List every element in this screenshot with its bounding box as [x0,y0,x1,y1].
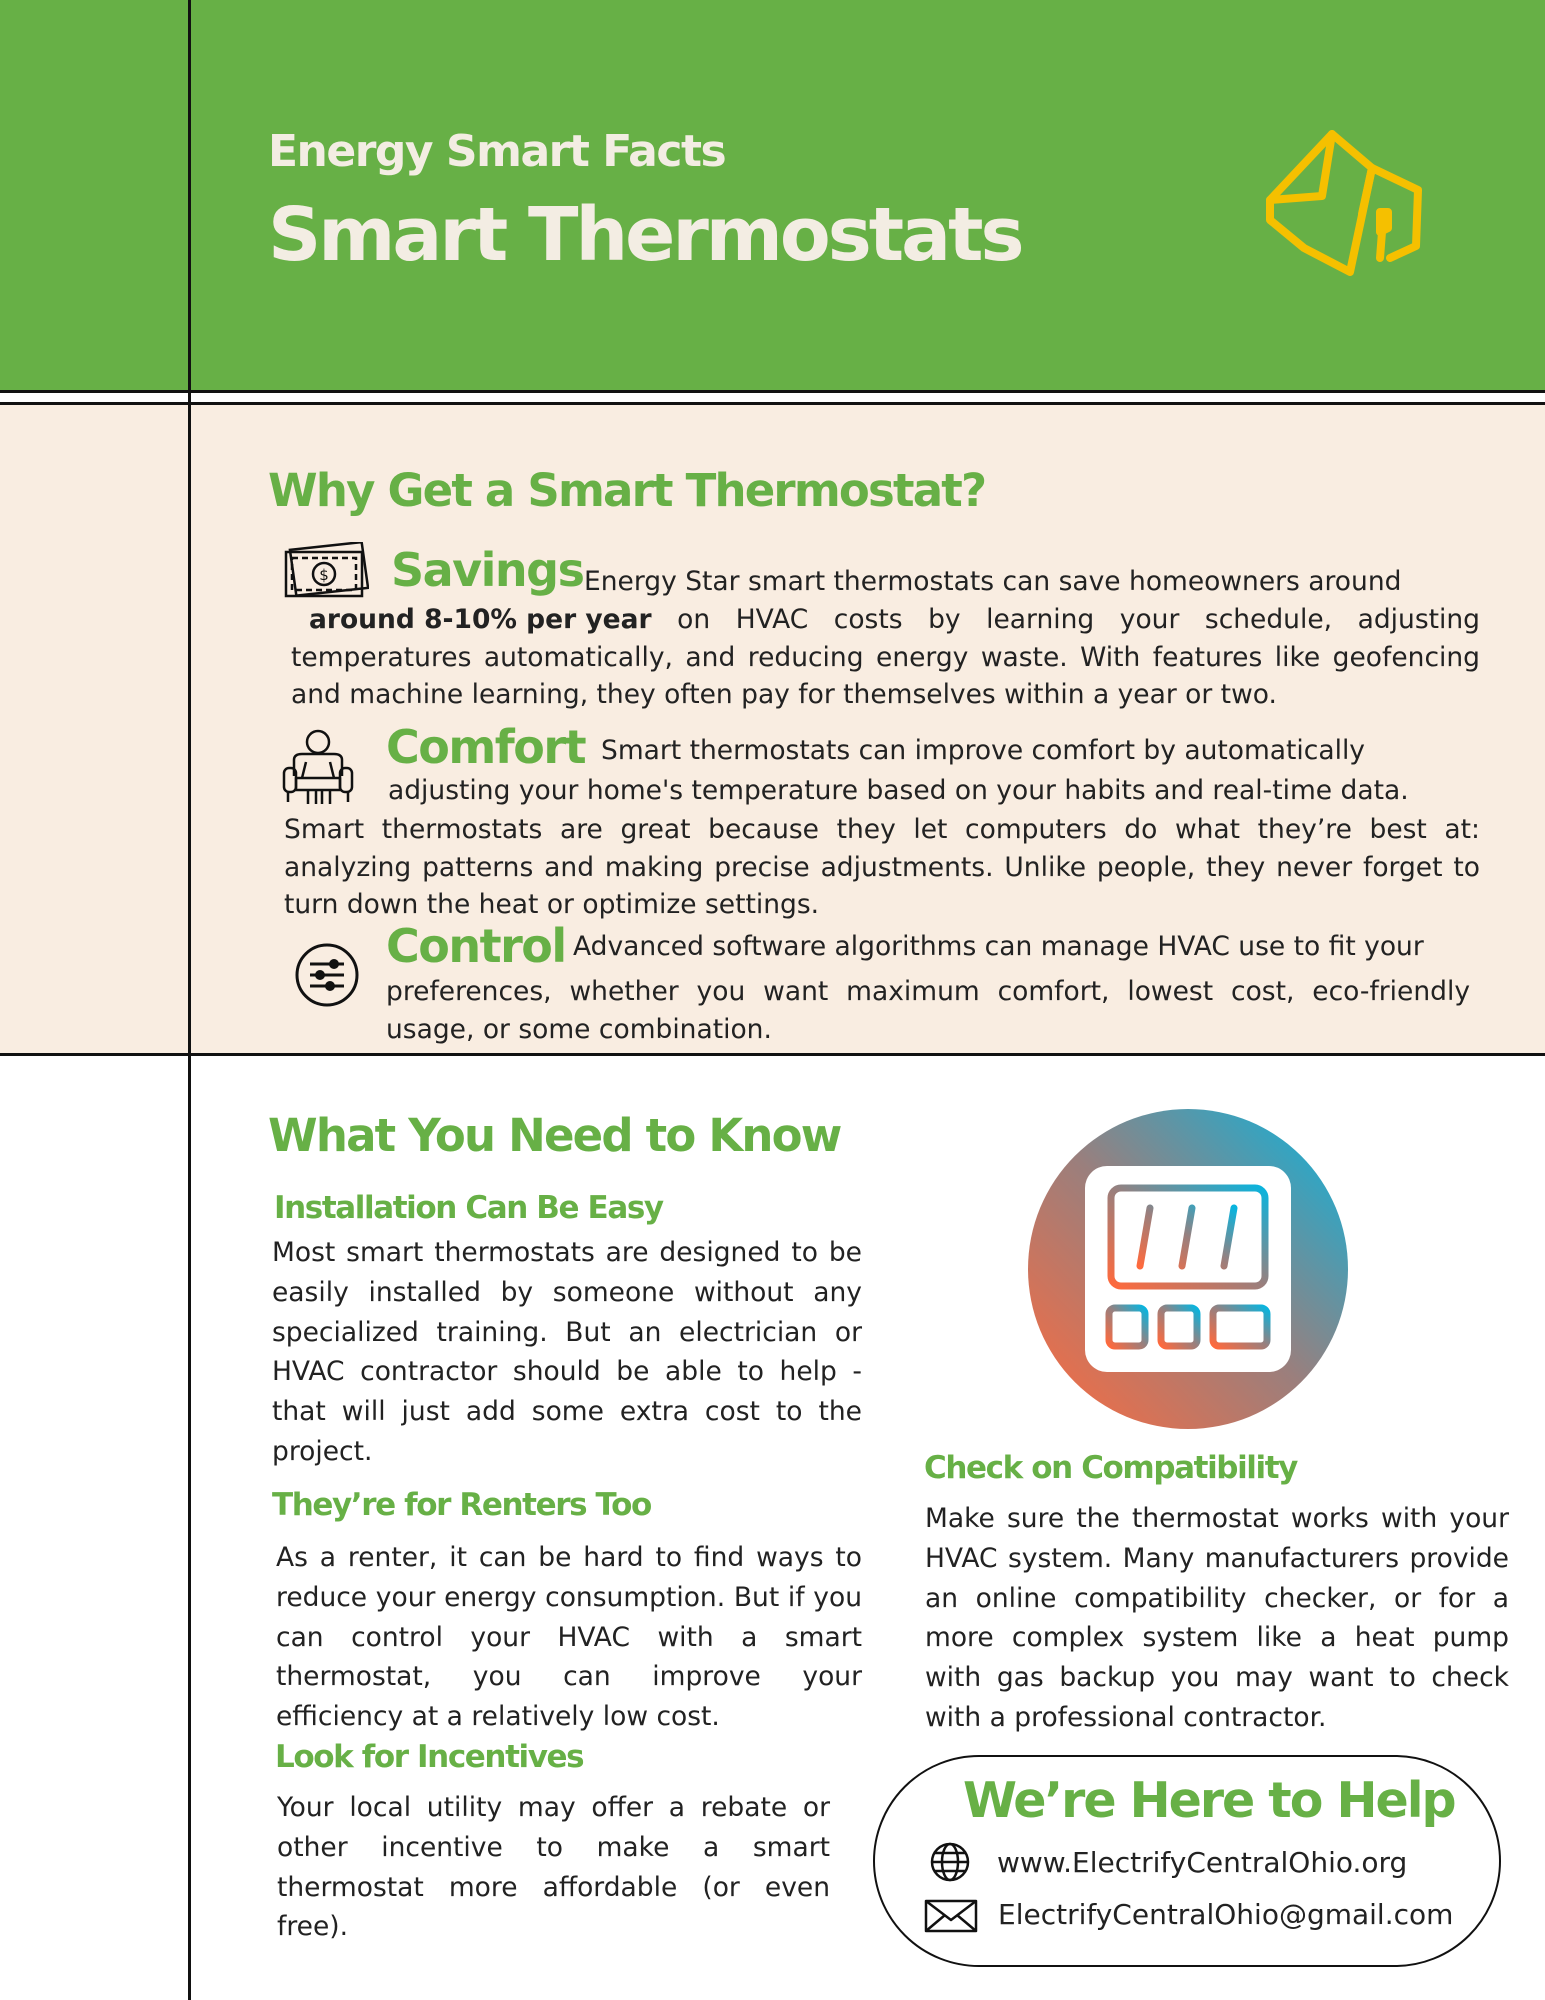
installation-text: Most smart thermostats are designed to be easily installed by someone without any specialized training. But an electrician or HVAC contractor should be able to help - that will just add some extra cost to the project. [272,1237,862,1467]
envelope-icon [923,1898,979,1934]
compatibility-text: Make sure the thermostat works with your HVAC system. Many manufacturers provide an online compatibility checker, or for a more complex system like a heat pump with gas backup you may want to check with a professional contractor. [925,1503,1509,1733]
installation-title: Installation Can Be Easy [274,1190,663,1226]
why-heading: Why Get a Smart Thermostat? [268,464,986,517]
comfort-intro: Smart thermostats can improve comfort by automatically [601,735,1365,766]
control-text: preferences, whether you want maximum comfort, lowest cost, eco-friendly usage, or some combination. [386,976,1470,1045]
renters-title: They’re for Renters Too [272,1487,651,1523]
globe-icon [929,1841,971,1883]
control-intro: Advanced software algorithms can manage HVAC use to fit your [573,931,1424,962]
help-heading: We’re Here to Help [963,1772,1455,1829]
divider [0,390,1545,393]
eyebrow-title: Energy Smart Facts [268,126,726,177]
savings-highlight: around 8-10% per year [309,604,652,635]
comfort-text: Smart thermostats are great because they let computers do what they’re best at: analyzing patterns and making precise adjustments. Unlike people, they never forget to turn down the heat or optimize settings. [284,814,1480,920]
compatibility-title: Check on Compatibility [924,1450,1297,1486]
thermostat-icon [1027,1108,1349,1430]
divider [0,1053,1545,1056]
sliders-icon [294,942,360,1008]
svg-text:$: $ [319,566,329,584]
website-link[interactable]: www.ElectrifyCentralOhio.org [997,1846,1408,1879]
renters-text: As a renter, it can be hard to find ways to reduce your energy consumption. But if you can control your HVAC with a smart thermostat, you can improve your efficiency at a relatively low cost. [276,1542,862,1733]
incentives-text: Your local utility may offer a rebate or other incentive to make a smart thermostat more affordable (or even free). [277,1792,830,1943]
control-title: Control [386,919,566,973]
savings-intro: Energy Star smart thermostats can save homeowners around [584,566,1402,597]
page-title: Smart Thermostats [268,192,1022,278]
house-plug-icon [1262,128,1428,278]
savings-text [291,601,1480,714]
person-armchair-icon [280,726,356,806]
money-bill-icon [283,542,369,600]
savings-rest: on HVAC costs by learning your schedule, adjusting temperatures automatically, and reducing energy waste. With features like geofencing and machine learning, they often pay for themselves within a year or two. [291,604,1480,710]
comfort-line2: adjusting your home's temperature based on your habits and real-time data. [388,775,1409,806]
savings-title: Savings [391,543,584,597]
incentives-title: Look for Incentives [275,1739,584,1775]
comfort-title: Comfort [386,720,586,774]
vertical-rule [188,0,191,2000]
know-heading: What You Need to Know [268,1109,841,1162]
email-link[interactable]: ElectrifyCentralOhio@gmail.com [998,1898,1454,1931]
